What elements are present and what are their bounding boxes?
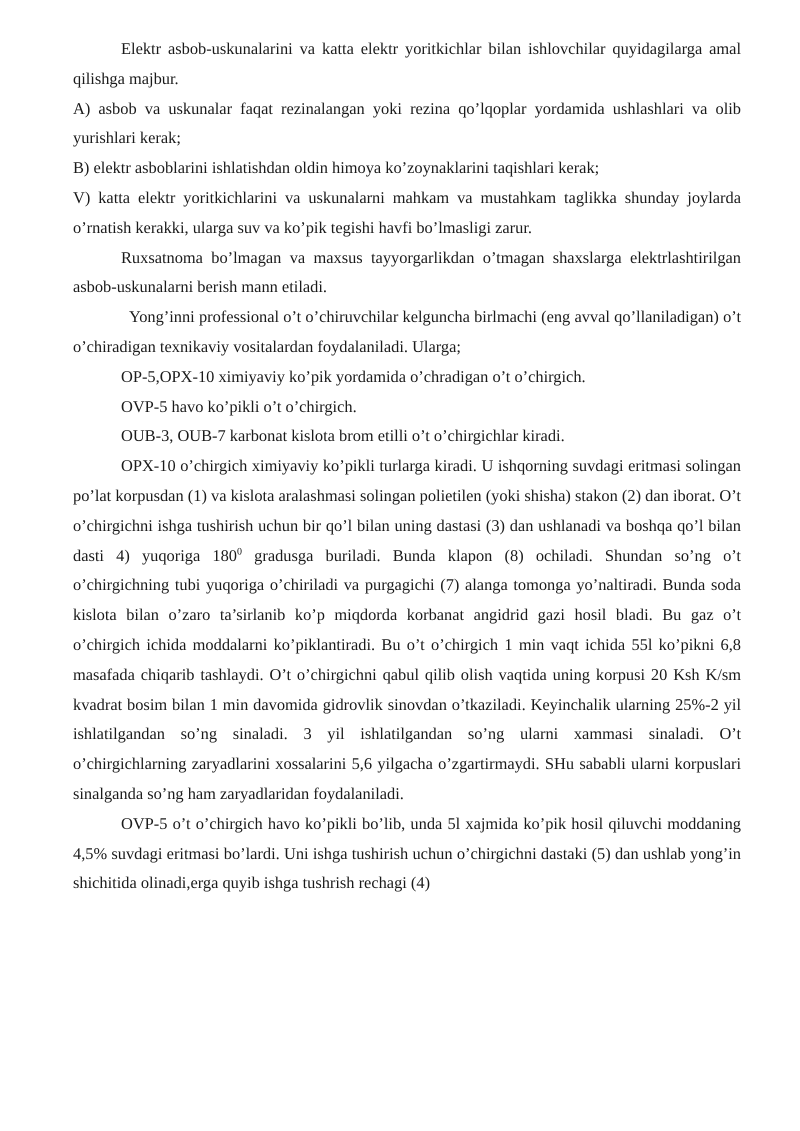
document-page: [73, 34, 741, 898]
paragraph-permit-restriction: Ruxsatnoma bo’lmagan va maxsus tayyorgarlikdan o’tmagan shaxslarga elektrlashtirilgan asbob-uskunalarni berish mann etiladi.: [73, 247, 741, 297]
opx10-text-part-1: OPX-10 o’chirgich ximiyaviy ko’pikli turlarga kiradi. U ishqorning suvdagi eritmasi solingan po’lat korpusdan (1) va kislota aralashmasi solingan polietilen (yoki shisha) stakon (2) dan iborat. O’t o’chirgichni ishga tushirish uchun bir qo’l bilan uning dastasi (3) dan ushlanadi va boshqa qo’l bilan dasti 4) yuqoriga 180: [73, 456, 741, 565]
paragraph-ovp5-description: OVP-5 o’t o’chirgich havo ko’pikli bo’lib, unda 5l xajmida ko’pik hosil qiluvchi moddaning 4,5% suvdagi eritmasi bo’lardi. Uni ishga tushirish uchun o’chirgichni dastaki (5) dan ushlab yong’in shichitida olinadi,erga quyib ishga tushrish rechagi (4): [73, 813, 741, 893]
paragraph-firefighting-means: Yong’inni professional o’t o’chiruvchilar kelguncha birlmachi (eng avval qo’llaniladigan) o’t o’chiradigan texnikaviy vositalardan foydalaniladi. Ularga;: [73, 307, 741, 356]
paragraph-opx10-description: [73, 451, 741, 809]
paragraph-electrical-safety-intro: Elektr asbob-uskunalarini va katta elektr yoritkichlar bilan ishlovchilar quyidagilarga amal qilishga majbur.: [73, 39, 741, 88]
degree-superscript: 0: [237, 546, 242, 558]
paragraph-rule-a: A) asbob va uskunalar faqat rezinalangan yoki rezina qo’lqoplar yordamida ushlashlari va olib yurishlari kerak;: [73, 98, 741, 148]
list-item-op5-opx10: OP-5,OPX-10 ximiyaviy ko’pik yordamida o’chradigan o’t o’chirgich.: [121, 366, 586, 386]
list-item-ovp5: OVP-5 havo ko’pikli o’t o’chirgich.: [121, 396, 357, 416]
opx10-text-part-2: gradusga buriladi. Bunda klapon (8) ochiladi. Shundan so’ng o’t o’chirgichning tubi yuqoriga o’chiriladi va purgagichi (7) alanga tomonga yo’naltiradi. Bunda soda kislota bilan o’zaro ta’sirlanib ko’p miqdorda korbanat angidrid gazi hosil bladi. Bu gaz o’t o’chirgich ichida moddalarni ko’piklantiradi. Bu o’t o’chirgich 1 min vaqt ichida 55l ko’pikni 6,8 masafada chiqarib tashlaydi. O’t o’chirgichni qabul qilib olish vaqtida uning korpusi 20 Ksh K/sm kvadrat bosim bilan 1 min davomida gidrovlik sinovdan o’tkaziladi. Keyinchalik ularning 25%-2 yil ishlatilgandan so’ng sinaladi. 3 yil ishlatilgandan so’ng ularni xammasi sinaladi. O’t o’chirgichlarning zaryadlarini xossalarini 5,6 yilgacha o’zgartirmaydi. SHu sababli ularni korpuslari sinalganda so’ng ham zaryadlaridan foydalaniladi.: [73, 545, 741, 803]
paragraph-rule-v: V) katta elektr yoritkichlarini va uskunalarni mahkam va mustahkam taglikka shunday joylarda o’rnatish kerakki, ularga suv va ko’pik tegishi havfi bo’lmasligi zarur.: [73, 187, 741, 237]
paragraph-rule-b: B) elektr asboblarini ishlatishdan oldin himoya ko’zoynaklarini taqishlari kerak;: [73, 158, 600, 178]
list-item-oub: OUB-3, OUB-7 karbonat kislota brom etilli o’t o’chirgichlar kiradi.: [121, 426, 565, 446]
